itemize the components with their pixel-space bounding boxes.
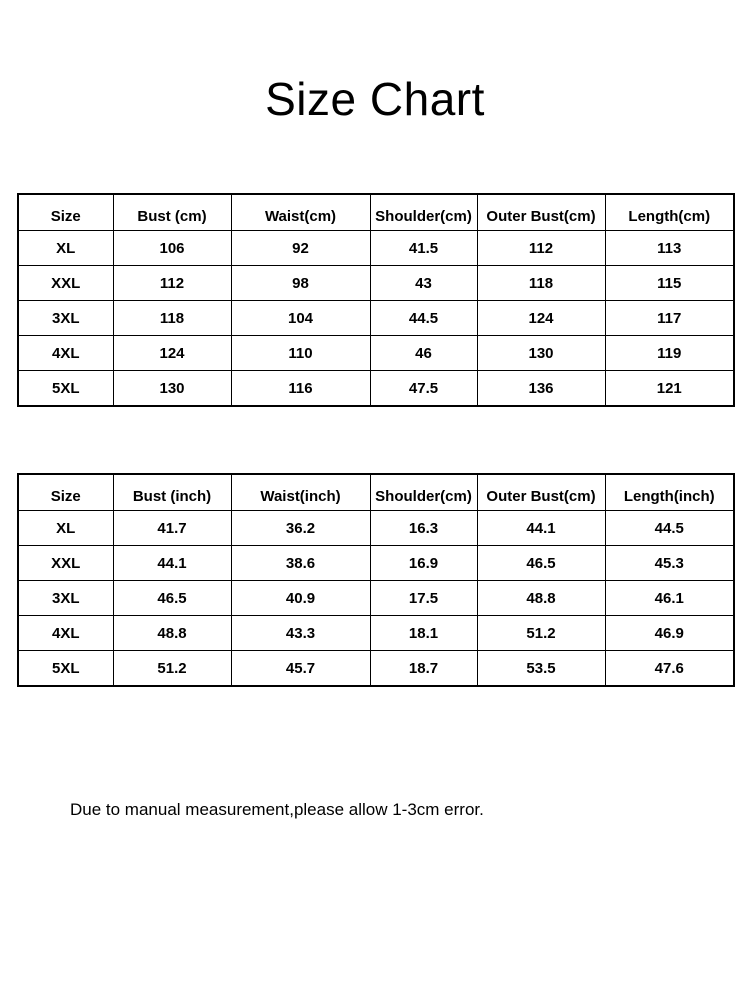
size-cell: 3XL bbox=[18, 301, 113, 336]
measurement-cell: 43 bbox=[370, 266, 477, 301]
measurement-cell: 47.6 bbox=[605, 651, 734, 687]
table-row bbox=[18, 511, 734, 546]
measurement-cell: 46.1 bbox=[605, 581, 734, 616]
table-row bbox=[18, 616, 734, 651]
size-cell: XXL bbox=[18, 266, 113, 301]
measurement-cell: 118 bbox=[477, 266, 605, 301]
measurement-cell: 98 bbox=[231, 266, 370, 301]
column-header: Outer Bust(cm) bbox=[477, 474, 605, 511]
measurement-cell: 130 bbox=[477, 336, 605, 371]
measurement-cell: 48.8 bbox=[113, 616, 231, 651]
table-row bbox=[18, 651, 734, 687]
measurement-cell: 53.5 bbox=[477, 651, 605, 687]
column-header: Shoulder(cm) bbox=[370, 194, 477, 231]
size-cell: 5XL bbox=[18, 371, 113, 407]
measurement-cell: 48.8 bbox=[477, 581, 605, 616]
column-header: Length(cm) bbox=[605, 194, 734, 231]
column-header: Waist(cm) bbox=[231, 194, 370, 231]
table-row bbox=[18, 266, 734, 301]
measurement-cell: 46.5 bbox=[113, 581, 231, 616]
page-title: Size Chart bbox=[265, 73, 485, 125]
table-header-row bbox=[18, 194, 734, 231]
table-header-row bbox=[18, 474, 734, 511]
measurement-cell: 115 bbox=[605, 266, 734, 301]
size-cell: XXL bbox=[18, 546, 113, 581]
column-header: Waist(inch) bbox=[231, 474, 370, 511]
measurement-cell: 106 bbox=[113, 231, 231, 266]
table-row bbox=[18, 581, 734, 616]
measurement-cell: 110 bbox=[231, 336, 370, 371]
measurement-cell: 116 bbox=[231, 371, 370, 407]
measurement-cell: 113 bbox=[605, 231, 734, 266]
size-cell: 4XL bbox=[18, 336, 113, 371]
measurement-cell: 16.9 bbox=[370, 546, 477, 581]
table-row bbox=[18, 231, 734, 266]
column-header: Bust (inch) bbox=[113, 474, 231, 511]
measurement-cell: 40.9 bbox=[231, 581, 370, 616]
measurement-cell: 51.2 bbox=[477, 616, 605, 651]
size-cell: XL bbox=[18, 231, 113, 266]
measurement-cell: 104 bbox=[231, 301, 370, 336]
measurement-cell: 16.3 bbox=[370, 511, 477, 546]
size-cell: 4XL bbox=[18, 616, 113, 651]
measurement-cell: 130 bbox=[113, 371, 231, 407]
size-table-cm bbox=[17, 193, 735, 407]
measurement-cell: 45.3 bbox=[605, 546, 734, 581]
size-table-inch bbox=[17, 473, 735, 687]
column-header: Bust (cm) bbox=[113, 194, 231, 231]
measurement-cell: 124 bbox=[113, 336, 231, 371]
measurement-cell: 92 bbox=[231, 231, 370, 266]
measurement-cell: 17.5 bbox=[370, 581, 477, 616]
measurement-cell: 45.7 bbox=[231, 651, 370, 687]
measurement-cell: 41.5 bbox=[370, 231, 477, 266]
measurement-cell: 44.5 bbox=[605, 511, 734, 546]
table-row bbox=[18, 546, 734, 581]
measurement-cell: 43.3 bbox=[231, 616, 370, 651]
measurement-cell: 136 bbox=[477, 371, 605, 407]
table-row bbox=[18, 336, 734, 371]
measurement-cell: 121 bbox=[605, 371, 734, 407]
column-header: Outer Bust(cm) bbox=[477, 194, 605, 231]
column-header: Size bbox=[18, 474, 113, 511]
measurement-cell: 46.5 bbox=[477, 546, 605, 581]
measurement-cell: 112 bbox=[477, 231, 605, 266]
column-header: Shoulder(cm) bbox=[370, 474, 477, 511]
column-header: Size bbox=[18, 194, 113, 231]
measurement-cell: 36.2 bbox=[231, 511, 370, 546]
measurement-cell: 38.6 bbox=[231, 546, 370, 581]
measurement-cell: 18.7 bbox=[370, 651, 477, 687]
table-row bbox=[18, 371, 734, 407]
measurement-cell: 46.9 bbox=[605, 616, 734, 651]
measurement-cell: 117 bbox=[605, 301, 734, 336]
size-cell: 3XL bbox=[18, 581, 113, 616]
measurement-note: Due to manual measurement,please allow 1-3cm error. bbox=[70, 800, 484, 819]
measurement-cell: 44.1 bbox=[477, 511, 605, 546]
measurement-cell: 112 bbox=[113, 266, 231, 301]
measurement-cell: 41.7 bbox=[113, 511, 231, 546]
table-row bbox=[18, 301, 734, 336]
size-cell: 5XL bbox=[18, 651, 113, 687]
size-cell: XL bbox=[18, 511, 113, 546]
measurement-cell: 51.2 bbox=[113, 651, 231, 687]
measurement-cell: 47.5 bbox=[370, 371, 477, 407]
measurement-cell: 46 bbox=[370, 336, 477, 371]
measurement-cell: 18.1 bbox=[370, 616, 477, 651]
measurement-cell: 44.5 bbox=[370, 301, 477, 336]
column-header: Length(inch) bbox=[605, 474, 734, 511]
measurement-cell: 124 bbox=[477, 301, 605, 336]
measurement-cell: 44.1 bbox=[113, 546, 231, 581]
measurement-cell: 118 bbox=[113, 301, 231, 336]
measurement-cell: 119 bbox=[605, 336, 734, 371]
